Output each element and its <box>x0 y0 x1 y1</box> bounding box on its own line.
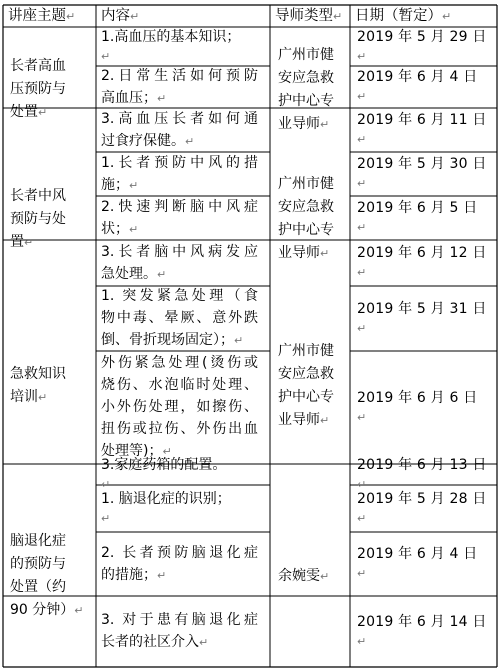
content-cell-4 <box>101 152 268 196</box>
paragraph-mark: ↵ <box>320 413 330 427</box>
date-cell-6: 2019 年 6 月 12 日 ↵ <box>357 240 495 286</box>
paragraph-mark: ↵ <box>157 91 167 105</box>
date-cell-4: 2019 年 5 月 30 日 ↵ <box>357 152 495 196</box>
topic-cell-1 <box>10 27 93 152</box>
paragraph-mark: ↵ <box>199 636 209 649</box>
mentor-cell-3-line: 安应急救 <box>278 365 334 382</box>
content-cell-11-line: 的措施；↵ <box>101 566 167 583</box>
mentor-cell-3 <box>278 286 346 485</box>
mentor-cell-1-line: 广州市健 <box>278 46 334 63</box>
paragraph-mark: ↵ <box>101 477 111 491</box>
date-cell-8: 2019 年 6 月 6 日 ↵ <box>357 351 495 464</box>
paragraph-mark: ↵ <box>129 222 139 236</box>
paragraph-mark: ↵ <box>320 117 330 131</box>
mentor-cell-2-line: 安应急救 <box>278 199 334 215</box>
content-cell-4-line: 施；↵ <box>101 176 139 193</box>
content-cell-6-line: 急处理。↵ <box>101 265 167 282</box>
paragraph-mark: ↵ <box>357 49 367 63</box>
date-cell-9: 2019 年 6 月 13 日 ↵ <box>357 464 495 485</box>
content-cell-12-line: 3. 对于患有脑退化症 <box>101 612 258 628</box>
content-cell-12-line: 长者的社区介入↵ <box>101 634 209 650</box>
content-cell-6-line: 3.长者脑中风病发应 <box>101 243 258 260</box>
topic-cell-3-line: 急救知识 <box>10 365 66 382</box>
topic-cell-4-line: 的预防与 <box>10 556 66 572</box>
mentor-cell-2-line: 广州市健 <box>278 176 334 192</box>
mentor-cell-2-line: 护中心专 <box>278 222 334 238</box>
topic-cell-2-line: 长者中风 <box>10 187 66 204</box>
content-cell-5-line: 状；↵ <box>101 220 139 237</box>
mentor-cell-1-line: 护中心专 <box>278 92 334 109</box>
content-cell-5 <box>101 196 268 240</box>
paragraph-mark: ↵ <box>357 321 367 335</box>
content-cell-2 <box>101 66 268 108</box>
paragraph-mark: ↵ <box>320 247 330 260</box>
mentor-cell-3-line: 广州市健 <box>278 342 334 359</box>
content-cell-8-line: 小外伤处理，如擦伤、 <box>101 399 258 415</box>
content-cell-4-line: 1.长者预防中风的措 <box>101 154 258 171</box>
paragraph-mark: ↵ <box>357 634 367 648</box>
mentor-cell-4 <box>278 485 346 667</box>
topic-cell-2-line: 预防与处 <box>10 210 66 227</box>
paragraph-mark: ↵ <box>357 410 367 424</box>
date-cell-5: 2019 年 6 月 5 日 ↵ <box>357 196 495 240</box>
topic-cell-1-line: 处置↵ <box>10 104 48 120</box>
date-cell-7: 2019 年 5 月 31 日 ↵ <box>357 286 495 351</box>
paragraph-mark: ↵ <box>357 177 367 190</box>
paragraph-mark: ↵ <box>357 221 367 234</box>
paragraph-mark: ↵ <box>333 10 343 23</box>
paragraph-mark: ↵ <box>357 511 367 525</box>
paragraph-mark: ↵ <box>101 49 111 63</box>
mentor-cell-2-line: 业导师↵ <box>278 245 330 261</box>
mentor-cell-3-line: 护中心专 <box>278 388 334 405</box>
paragraph-mark: ↵ <box>157 568 167 582</box>
topic-cell-4-line: 90 分钟）↵ <box>10 602 84 618</box>
topic-cell-3-line: 培训↵ <box>10 388 48 405</box>
topic-cell-4-line: 处置（约 <box>10 579 66 595</box>
paragraph-mark: ↵ <box>24 235 34 249</box>
header-topic: 讲座主题↵ <box>8 8 76 24</box>
paragraph-mark: ↵ <box>234 334 244 347</box>
content-cell-8-line: 烧伤、水泡临时处理、 <box>101 377 258 393</box>
topic-cell-1-line: 压预防与 <box>10 81 66 97</box>
content-cell-11-line: 2. 长者预防脑退化症 <box>101 544 258 561</box>
paragraph-mark: ↵ <box>157 267 167 281</box>
mentor-cell-1-line: 安应急救 <box>278 69 334 86</box>
content-cell-2-line: 高血压；↵ <box>101 89 167 106</box>
paragraph-mark: ↵ <box>320 569 330 583</box>
content-cell-8-line: 扭伤或拉伤、外伤出血 <box>101 421 258 437</box>
content-cell-3 <box>101 108 268 152</box>
topic-cell-3 <box>10 286 93 485</box>
content-cell-8-line: 外伤紧急处理(烫伤或 <box>101 355 258 371</box>
content-cell-3-line: 3.高血压长者如何通 <box>101 110 258 127</box>
paragraph-mark: ↵ <box>66 10 76 23</box>
date-cell-10: 2019 年 5 月 28 日 ↵ <box>357 485 495 532</box>
topic-cell-4 <box>10 485 93 667</box>
paragraph-mark: ↵ <box>357 567 367 580</box>
paragraph-mark: ↵ <box>185 134 195 148</box>
paragraph-mark: ↵ <box>38 106 48 119</box>
content-cell-5-line: 2.快速判断脑中风症 <box>101 198 258 215</box>
topic-cell-2-line: 置↵ <box>10 233 34 250</box>
paragraph-mark: ↵ <box>357 266 367 279</box>
paragraph-mark: ↵ <box>129 178 139 192</box>
date-cell-2: 2019 年 6 月 4 日 ↵ <box>357 66 495 108</box>
paragraph-mark: ↵ <box>38 390 48 404</box>
topic-cell-2 <box>10 152 93 286</box>
header-content: 内容↵ <box>101 8 140 24</box>
content-cell-11 <box>101 532 268 596</box>
content-cell-9: 3.家庭药箱的配置。 ↵ <box>101 464 268 485</box>
content-cell-8 <box>101 351 268 464</box>
content-cell-1: 1.高血压的基本知识； ↵ <box>101 27 268 66</box>
paragraph-mark: ↵ <box>442 10 452 23</box>
content-cell-7 <box>101 286 268 351</box>
content-cell-10: 1. 脑退化症的识别； ↵ <box>101 485 268 532</box>
content-cell-3-line: 过食疗保健。↵ <box>101 132 195 149</box>
header-mentor: 导师类型↵ <box>275 8 343 24</box>
paragraph-mark: ↵ <box>74 604 84 617</box>
paragraph-mark: ↵ <box>162 445 172 458</box>
content-cell-12 <box>101 596 268 667</box>
paragraph-mark: ↵ <box>130 10 140 23</box>
mentor-cell-2 <box>278 152 346 286</box>
mentor-cell-1 <box>278 27 346 152</box>
mentor-cell-4-line: 余婉雯↵ <box>278 567 330 584</box>
mentor-cell-3-line: 业导师↵ <box>278 411 330 428</box>
date-cell-12: 2019 年 6 月 14 日 ↵ <box>357 596 495 667</box>
paragraph-mark: ↵ <box>357 477 367 491</box>
content-cell-7-line: 物中毒、晕厥、意外跌 <box>101 310 258 326</box>
date-cell-3: 2019 年 6 月 11 日 ↵ <box>357 108 495 152</box>
header-date: 日期（暂定）↵ <box>355 8 452 24</box>
mentor-cell-1-line: 业导师↵ <box>278 115 330 132</box>
content-cell-8-line: 处理等)；↵ <box>101 443 172 459</box>
date-cell-1: 2019 年 5 月 29 日 ↵ <box>357 27 495 66</box>
content-cell-2-line: 2.日常生活如何预防 <box>101 67 258 84</box>
paragraph-mark: ↵ <box>357 90 367 103</box>
content-cell-6 <box>101 240 268 286</box>
content-cell-7-line: 倒、骨折现场固定）；↵ <box>101 332 244 348</box>
topic-cell-1-line: 长者高血 <box>10 58 66 74</box>
paragraph-mark: ↵ <box>357 133 367 146</box>
date-cell-11: 2019 年 6 月 4 日 ↵ <box>357 532 495 596</box>
topic-cell-4-line: 脑退化症 <box>10 533 66 549</box>
content-cell-7-line: 1. 突发紧急处理（食 <box>101 288 258 304</box>
paragraph-mark: ↵ <box>101 511 111 525</box>
